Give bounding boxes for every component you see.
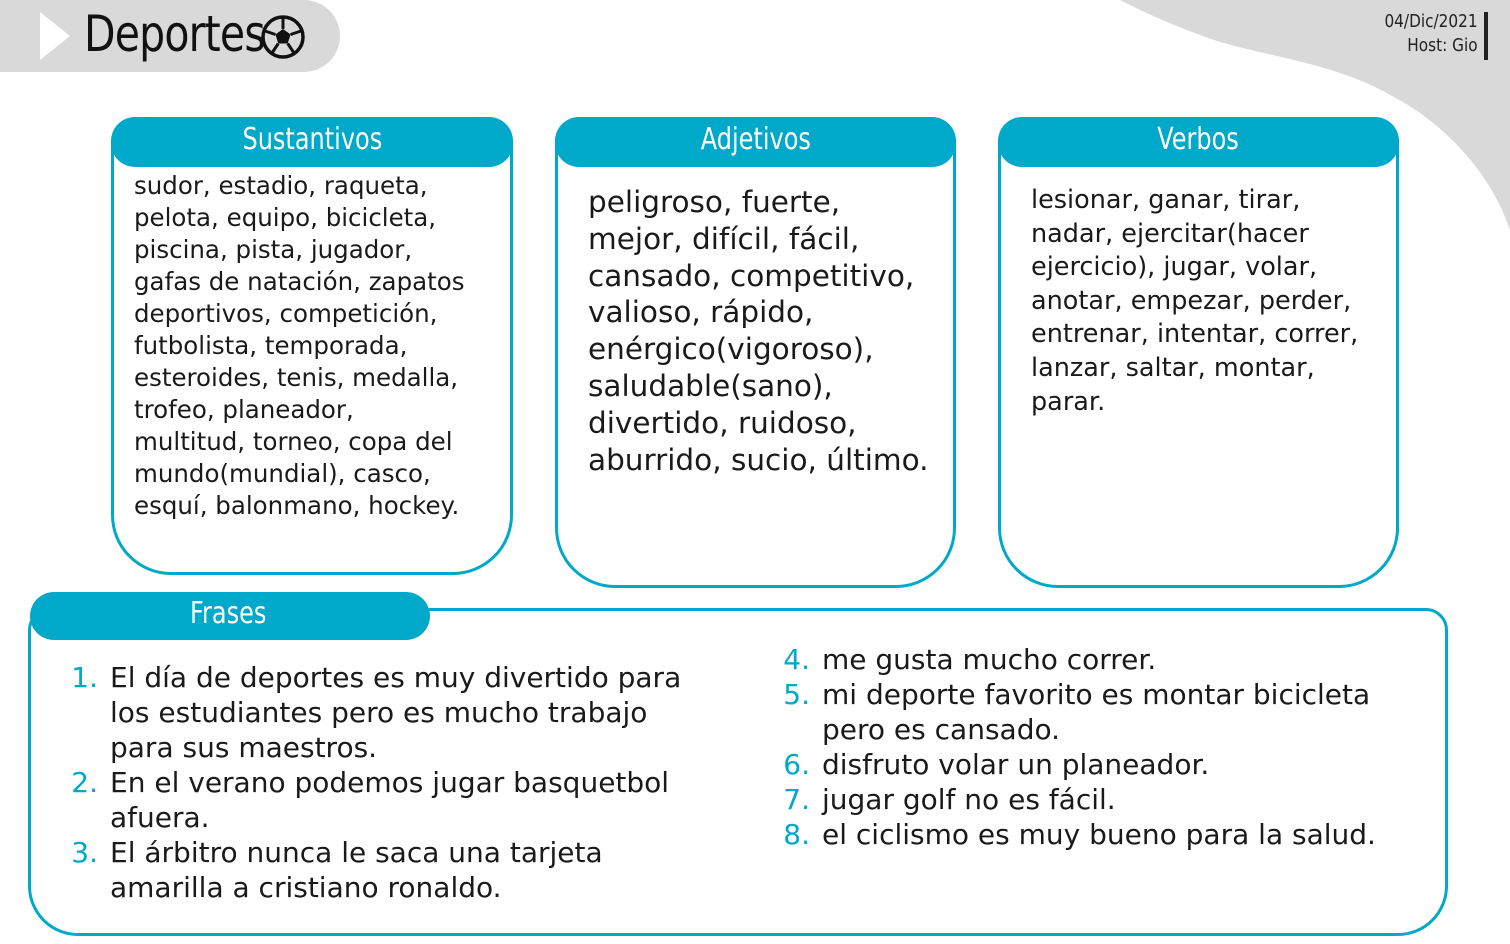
title-pill: [0, 0, 340, 72]
word-line: aburrido, sucio, último.: [588, 442, 929, 477]
item-line: los estudiantes pero es mucho trabajo: [110, 696, 648, 729]
word-line: esquí, balonmano, hockey.: [134, 491, 460, 520]
word-line: deportivos, competición,: [134, 299, 438, 328]
item-line: afuera.: [110, 801, 210, 834]
page-title: Deportes: [84, 5, 265, 63]
word-line: gafas de natación, zapatos: [134, 267, 465, 296]
word-line: parar.: [1031, 386, 1106, 417]
item-line: El árbitro nunca le saca una tarjeta: [110, 836, 603, 869]
card-body-adjetivos: [588, 184, 954, 478]
word-line: cansado, competitivo,: [588, 258, 915, 293]
word-line: trofeo, planeador,: [134, 395, 354, 424]
item-number: 7.: [783, 783, 810, 816]
word-line: piscina, pista, jugador,: [134, 235, 413, 264]
list-item: [60, 835, 710, 905]
item-line: amarilla a cristiano ronaldo.: [110, 871, 502, 904]
item-number: 6.: [783, 748, 810, 781]
word-line: multitud, torneo, copa del: [134, 427, 453, 456]
host-label: Host: Gio: [1407, 35, 1478, 56]
word-line: esteroides, tenis, medalla,: [134, 363, 459, 392]
word-line: enérgico(vigoroso),: [588, 332, 874, 367]
list-item: [772, 642, 1422, 677]
item-line: me gusta mucho correr.: [822, 643, 1157, 676]
header-meta: [1368, 10, 1478, 58]
item-line: El día de deportes es muy divertido para: [110, 661, 682, 694]
list-item: [772, 677, 1422, 747]
card-body-sustantivos: [134, 170, 504, 522]
item-number: 4.: [783, 643, 810, 676]
word-line: divertido, ruidoso,: [588, 405, 857, 440]
card-verbos: [998, 117, 1399, 588]
card-header-adjetivos: [555, 117, 956, 167]
meta-divider: [1484, 12, 1488, 60]
item-number: 8.: [783, 818, 810, 851]
card-title: Sustantivos: [242, 122, 382, 157]
item-number: 1.: [71, 661, 98, 694]
word-line: futbolista, temporada,: [134, 331, 408, 360]
item-line: para sus maestros.: [110, 731, 378, 764]
word-line: lesionar, ganar, tirar,: [1031, 185, 1301, 215]
word-line: entrenar, intentar, correr,: [1031, 319, 1359, 350]
frases-list-right: [772, 642, 1422, 852]
frases-title: Frases: [190, 596, 267, 631]
word-line: valioso, rápido,: [588, 295, 814, 330]
item-number: 2.: [71, 766, 98, 799]
list-item: [60, 765, 710, 835]
card-header-sustantivos: [111, 117, 513, 167]
word-line: mundo(mundial), casco,: [134, 459, 431, 488]
soccer-ball-icon: [260, 14, 306, 60]
item-line: jugar golf no es fácil.: [822, 783, 1116, 816]
word-line: anotar, empezar, perder,: [1031, 285, 1352, 316]
play-arrow-icon: [40, 12, 70, 60]
card-title: Adjetivos: [700, 122, 811, 157]
list-item: [772, 817, 1422, 852]
card-adjetivos: [555, 117, 956, 588]
item-line: el ciclismo es muy bueno para la salud.: [822, 818, 1376, 851]
card-sustantivos: [111, 117, 513, 575]
item-line: En el verano podemos jugar basquetbol: [110, 766, 670, 799]
card-header-verbos: [998, 117, 1399, 167]
item-line: disfruto volar un planeador.: [822, 748, 1210, 781]
list-item: [60, 660, 710, 765]
list-item: [772, 747, 1422, 782]
item-number: 5.: [783, 678, 810, 711]
word-line: saludable(sano),: [588, 368, 833, 403]
word-line: sudor, estadio, raqueta,: [134, 171, 428, 200]
item-number: 3.: [71, 836, 98, 869]
word-line: lanzar, saltar, montar,: [1031, 352, 1315, 383]
word-line: ejercicio), jugar, volar,: [1031, 252, 1318, 283]
list-item: [772, 782, 1422, 817]
frases-list-left: [60, 660, 710, 905]
card-title: Verbos: [1157, 122, 1240, 157]
frases-header: [30, 592, 430, 640]
word-line: nadar, ejercitar(hacer: [1031, 218, 1309, 249]
word-line: pelota, equipo, bicicleta,: [134, 203, 437, 232]
word-line: peligroso, fuerte,: [588, 185, 841, 219]
card-body-verbos: [1031, 184, 1397, 419]
item-line: mi deporte favorito es montar bicicleta: [822, 678, 1371, 711]
item-line: pero es cansado.: [822, 713, 1060, 746]
word-line: mejor, difícil, fácil,: [588, 221, 860, 256]
date-label: 04/Dic/2021: [1384, 11, 1478, 32]
